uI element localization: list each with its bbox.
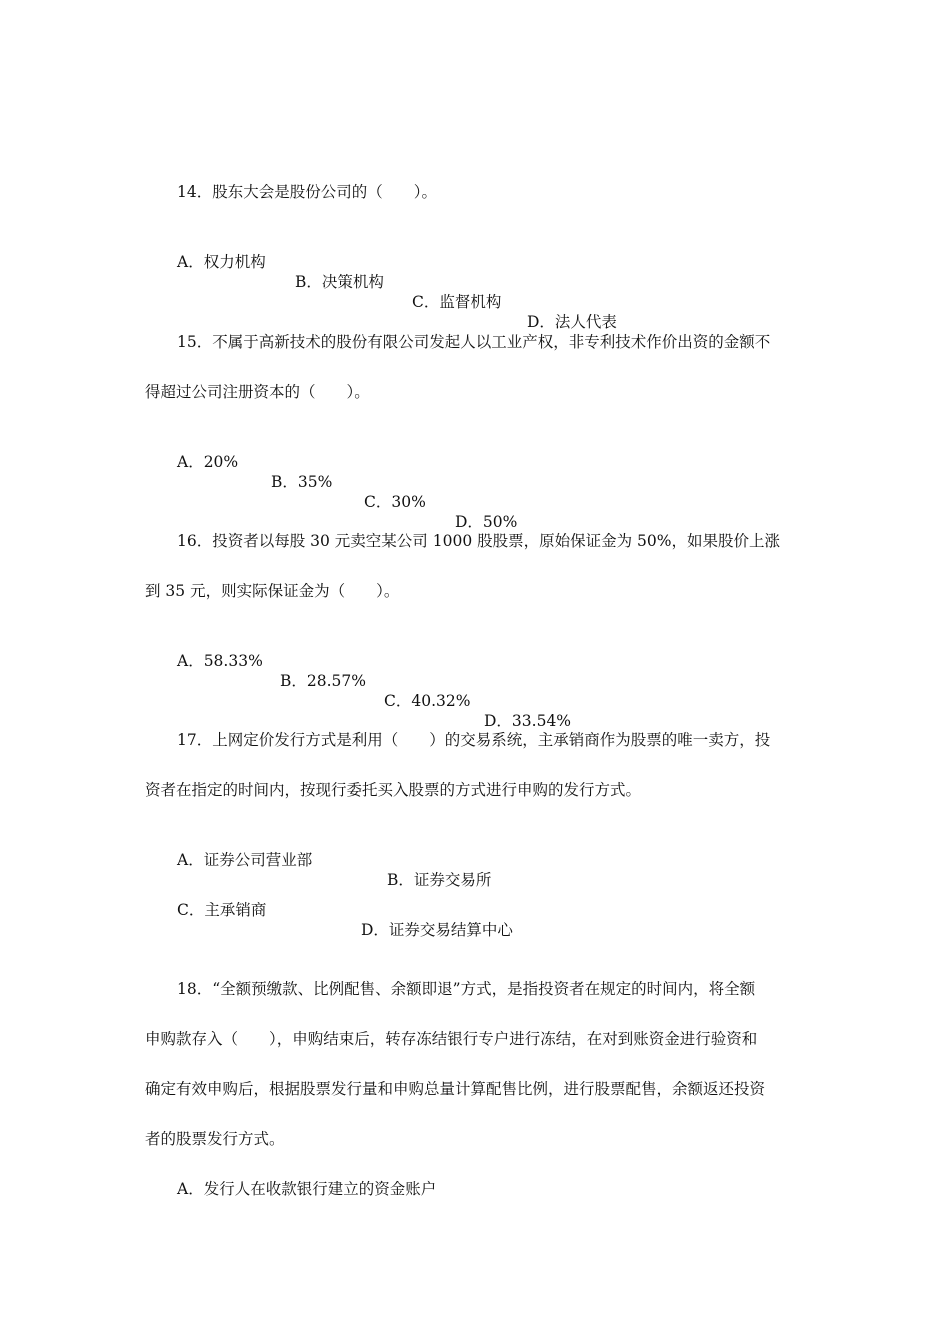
option-c: C．主承销商 xyxy=(177,901,267,919)
question-14-stem: 14．股东大会是股份公司的（ ）。 xyxy=(177,183,437,201)
question-18-stem-line-3: 确定有效申购后，根据股票发行量和申购总量计算配售比例，进行股票配售，余额返还投资 xyxy=(145,1080,766,1098)
question-15-stem-line-2: 得超过公司注册资本的（ ）。 xyxy=(145,383,370,401)
option-b: B．35% xyxy=(271,473,333,491)
question-18-stem-line-2: 申购款存入（ ），申购结束后，转存冻结银行专户进行冻结，在对到账资金进行验资和 xyxy=(145,1030,758,1048)
question-15-stem-line-1: 15．不属于高新技术的股份有限公司发起人以工业产权，非专利技术作价出资的金额不 xyxy=(177,333,771,351)
option-b: B．28.57% xyxy=(280,672,366,690)
option-a: A．58.33% xyxy=(177,652,263,670)
option-d: D．50% xyxy=(455,513,518,531)
question-18-stem-line-1: 18．“全额预缴款、比例配售、余额即退”方式，是指投资者在规定的时间内，将全额 xyxy=(177,980,756,998)
question-17-stem-line-2: 资者在指定的时间内，按现行委托买入股票的方式进行申购的发行方式。 xyxy=(145,781,642,799)
option-a: A．证券公司营业部 xyxy=(177,851,313,869)
option-d: D．证券交易结算中心 xyxy=(361,921,513,939)
option-b: B．决策机构 xyxy=(295,273,384,291)
question-16-stem-line-1: 16．投资者以每股 30 元卖空某公司 1000 股股票，原始保证金为 50%，如果股价上涨 xyxy=(177,532,780,550)
option-c: C．40.32% xyxy=(384,692,471,710)
question-16-options xyxy=(177,631,572,731)
option-c: C．监督机构 xyxy=(412,293,502,311)
question-18-option-a: A．发行人在收款银行建立的资金账户 xyxy=(177,1180,437,1198)
question-16-stem-line-2: 到 35 元，则实际保证金为（ ）。 xyxy=(145,582,400,600)
question-14-options xyxy=(177,232,617,332)
option-d: D．法人代表 xyxy=(527,313,617,331)
question-18-stem-line-4: 者的股票发行方式。 xyxy=(145,1130,285,1148)
option-a: A．权力机构 xyxy=(177,253,266,271)
question-17-stem-line-1: 17．上网定价发行方式是利用（ ）的交易系统，主承销商作为股票的唯一卖方，投 xyxy=(177,731,771,749)
option-d: D．33.54% xyxy=(484,712,572,730)
question-15-options xyxy=(177,432,518,532)
option-c: C．30% xyxy=(364,493,426,511)
option-b: B．证券交易所 xyxy=(387,871,492,889)
option-a: A．20% xyxy=(177,453,239,471)
